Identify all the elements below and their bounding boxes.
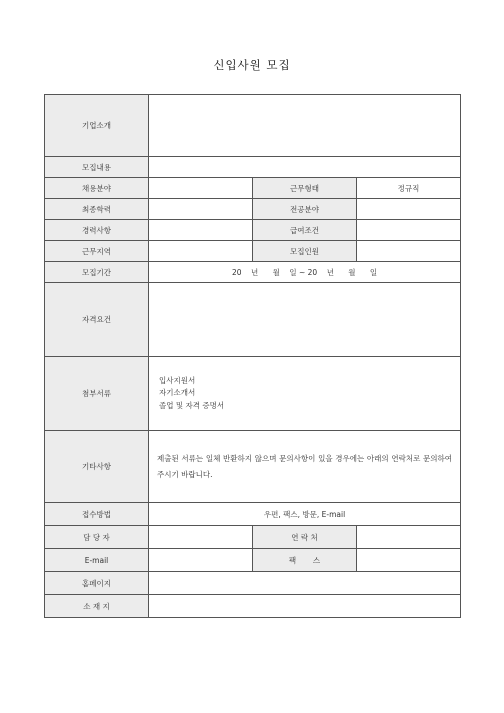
label-location: 근무지역 xyxy=(45,241,149,262)
value-fax[interactable] xyxy=(357,549,461,572)
row-manager xyxy=(45,526,461,549)
row-period xyxy=(45,262,461,283)
label-career: 경력사항 xyxy=(45,220,149,241)
value-qualification[interactable] xyxy=(149,283,461,357)
row-etc xyxy=(45,431,461,503)
value-documents[interactable] xyxy=(149,357,461,431)
value-period[interactable]: 20 년 월 일 ~ 20 년 월 일 xyxy=(149,262,461,283)
page-title: 신입사원 모집 xyxy=(213,58,291,72)
label-homepage: 홈페이지 xyxy=(45,572,149,595)
label-qualification: 자격요건 xyxy=(45,283,149,357)
row-documents xyxy=(45,357,461,431)
label-field: 채용분야 xyxy=(45,178,149,199)
etc-text: 제출된 서류는 일체 반환하지 않으며 문의사항이 있을 경우에는 아래의 연락처로 문의하여 주시기 바랍니다. xyxy=(157,453,453,479)
row-recruit-content xyxy=(45,157,461,178)
value-recruit-content[interactable] xyxy=(149,157,461,178)
document-item: 자기소개서 xyxy=(159,388,196,398)
label-etc: 기타사항 xyxy=(45,431,149,503)
value-etc[interactable] xyxy=(149,431,461,503)
label-contact: 연 락 처 xyxy=(253,526,357,549)
label-documents: 첨부서류 xyxy=(45,357,149,431)
label-method: 접수방법 xyxy=(45,503,149,526)
value-headcount[interactable] xyxy=(357,241,461,262)
label-address: 소 재 지 xyxy=(45,595,149,618)
value-contact[interactable] xyxy=(357,526,461,549)
document-item: 졸업 및 자격 증명서 xyxy=(159,400,225,410)
row-field xyxy=(45,178,461,199)
value-email[interactable] xyxy=(149,549,253,572)
value-education[interactable] xyxy=(149,199,253,220)
row-career xyxy=(45,220,461,241)
label-headcount: 모집인원 xyxy=(253,241,357,262)
row-company-intro xyxy=(45,95,461,157)
value-homepage[interactable] xyxy=(149,572,461,595)
label-manager: 담 당 자 xyxy=(45,526,149,549)
value-manager[interactable] xyxy=(149,526,253,549)
value-field[interactable] xyxy=(149,178,253,199)
label-recruit-content: 모집내용 xyxy=(45,157,149,178)
row-education xyxy=(45,199,461,220)
label-salary: 급여조건 xyxy=(253,220,357,241)
recruit-form-table xyxy=(44,94,461,618)
value-career[interactable] xyxy=(149,220,253,241)
row-location xyxy=(45,241,461,262)
row-address xyxy=(45,595,461,618)
value-major[interactable] xyxy=(357,199,461,220)
value-salary[interactable] xyxy=(357,220,461,241)
label-company-intro: 기업소개 xyxy=(45,95,149,157)
value-location[interactable] xyxy=(149,241,253,262)
value-method[interactable]: 우편, 팩스, 방문, E-mail xyxy=(149,503,461,526)
label-email: E-mail xyxy=(45,549,149,572)
row-email xyxy=(45,549,461,572)
row-qualification xyxy=(45,283,461,357)
row-homepage xyxy=(45,572,461,595)
row-method xyxy=(45,503,461,526)
document-item: 입사지원서 xyxy=(159,375,196,385)
value-company-intro[interactable] xyxy=(149,95,461,157)
label-fax: 팩 스 xyxy=(253,549,357,572)
documents-list xyxy=(149,375,460,413)
label-major: 전공분야 xyxy=(253,199,357,220)
label-work-type: 근무형태 xyxy=(253,178,357,199)
label-period: 모집기간 xyxy=(45,262,149,283)
value-work-type[interactable]: 정규직 xyxy=(357,178,461,199)
value-address[interactable] xyxy=(149,595,461,618)
label-education: 최종학력 xyxy=(45,199,149,220)
